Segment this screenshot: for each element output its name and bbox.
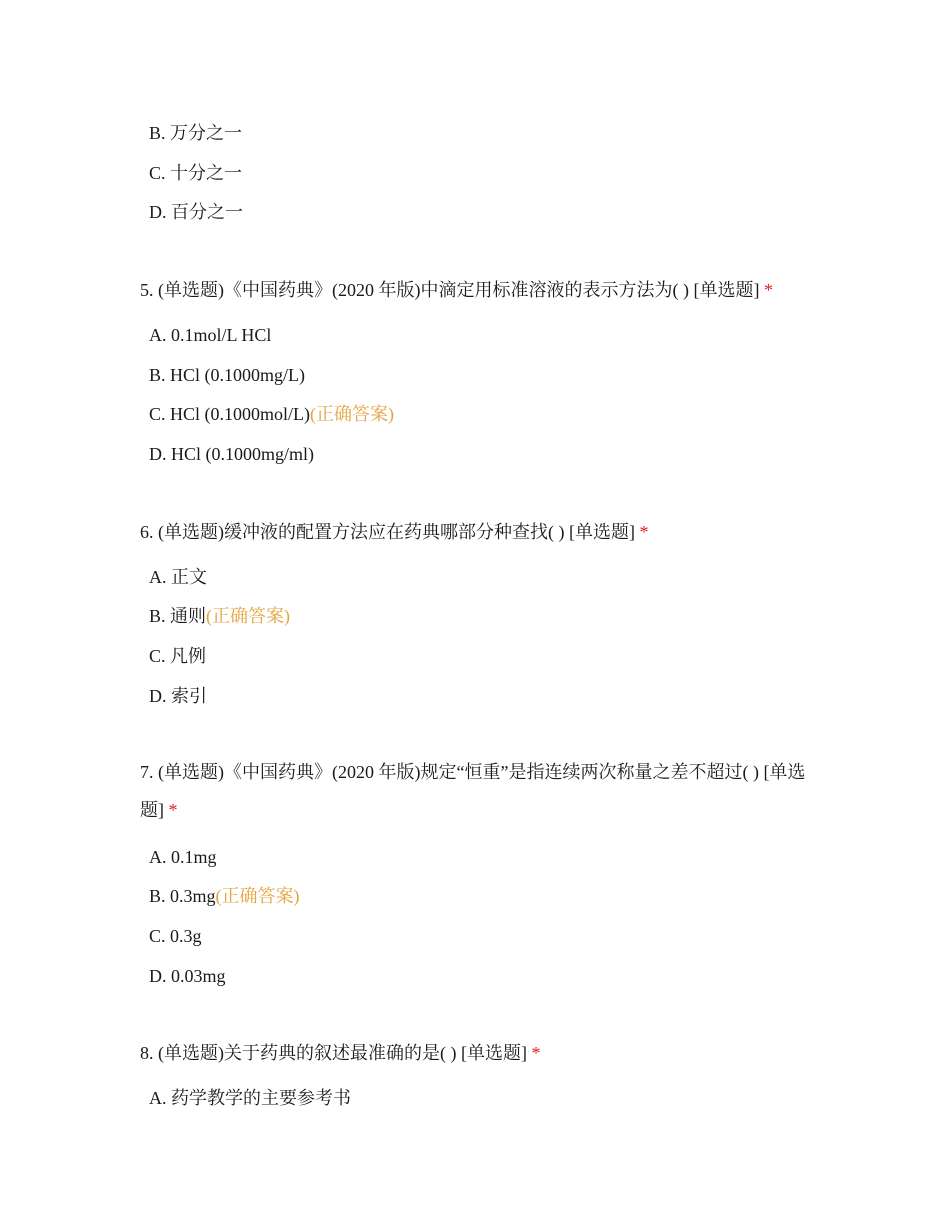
option-text: D. HCl (0.1000mg/ml): [149, 444, 314, 464]
option-item: [149, 161, 242, 185]
question-title: [140, 753, 820, 829]
question-text: 6. (单选题)缓冲液的配置方法应在药典哪部分种查找( ) [单选题]: [140, 522, 635, 542]
option-item: [149, 964, 226, 988]
option-item: [149, 121, 242, 145]
correct-answer-tag: (正确答案): [206, 606, 291, 626]
option-text: C. 凡例: [149, 646, 207, 666]
option-text: D. 百分之一: [149, 202, 243, 222]
question-title: [140, 1034, 820, 1072]
option-text: B. 0.3mg: [149, 886, 216, 906]
option-item: [149, 684, 207, 708]
option-text: D. 0.03mg: [149, 966, 226, 986]
option-item: [149, 402, 394, 426]
option-text: D. 索引: [149, 686, 207, 706]
required-mark: *: [763, 280, 773, 300]
question-title: [140, 513, 820, 551]
option-item: [149, 924, 202, 948]
option-text: B. HCl (0.1000mg/L): [149, 365, 305, 385]
option-text: A. 0.1mol/L HCl: [149, 325, 272, 345]
question-text: 8. (单选题)关于药典的叙述最准确的是( ) [单选题]: [140, 1043, 527, 1063]
required-mark: *: [639, 522, 649, 542]
option-item: [149, 323, 271, 347]
option-text: C. HCl (0.1000mol/L): [149, 404, 310, 424]
option-text: A. 0.1mg: [149, 847, 217, 867]
option-item: [149, 200, 243, 224]
option-item: [149, 884, 300, 908]
question-text: 7. (单选题)《中国药典》(2020 年版)规定“恒重”是指连续两次称量之差不超过( ) [单选题]: [140, 762, 806, 820]
option-item: [149, 565, 207, 589]
required-mark: *: [531, 1043, 541, 1063]
option-item: [149, 363, 305, 387]
option-text: B. 万分之一: [149, 123, 243, 143]
option-item: [149, 442, 314, 466]
option-text: C. 0.3g: [149, 926, 202, 946]
required-mark: *: [168, 800, 178, 820]
option-text: A. 正文: [149, 567, 207, 587]
option-item: [149, 845, 217, 869]
option-text: B. 通则: [149, 606, 207, 626]
option-item: [149, 604, 290, 628]
option-text: A. 药学教学的主要参考书: [149, 1088, 351, 1108]
option-item: [149, 1086, 351, 1110]
option-text: C. 十分之一: [149, 163, 243, 183]
question-text: 5. (单选题)《中国药典》(2020 年版)中滴定用标准溶液的表示方法为( ) [单选题]: [140, 280, 760, 300]
correct-answer-tag: (正确答案): [310, 404, 394, 424]
correct-answer-tag: (正确答案): [215, 886, 300, 906]
option-item: [149, 644, 206, 668]
question-title: [140, 271, 820, 309]
